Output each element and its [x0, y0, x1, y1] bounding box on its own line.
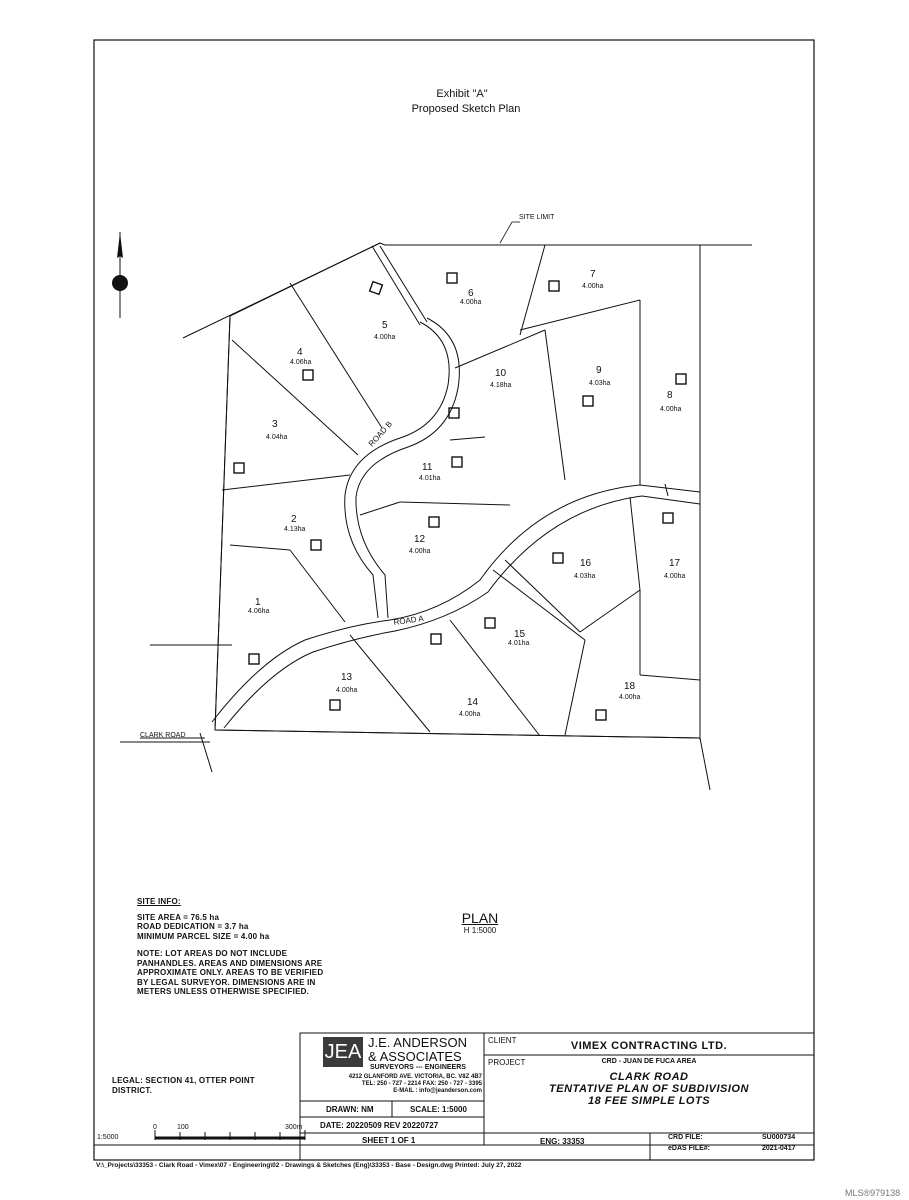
lot-14-area: 4.00ha: [459, 711, 481, 718]
scale-ratio: 1:5000: [97, 1134, 119, 1141]
project-area: CRD - JUAN DE FUCA AREA: [601, 1058, 697, 1065]
road-b-label: ROAD B: [366, 419, 395, 449]
project-line-3: 18 FEE SIMPLE LOTS: [587, 1095, 711, 1107]
clark-road-label: CLARK ROAD: [140, 732, 186, 739]
lot-7-number: 7: [590, 269, 596, 280]
lot-5-area: 4.00ha: [374, 334, 396, 341]
note-line-2: PANHANDLES. AREAS AND DIMENSIONS ARE: [137, 958, 323, 968]
lot-17-area: 4.00ha: [664, 573, 686, 580]
legal-description: [112, 1076, 302, 1095]
lot-10-area: 4.18ha: [490, 382, 512, 389]
note-line-1: NOTE: LOT AREAS DO NOT INCLUDE: [137, 949, 288, 958]
envelope-13: [330, 700, 340, 710]
lot-3-number: 3: [272, 419, 278, 430]
legal-line-2: DISTRICT.: [112, 1085, 153, 1095]
lot-8-area: 4.00ha: [660, 406, 682, 413]
lot-18-area: 4.00ha: [619, 694, 641, 701]
project-line-1: CLARK ROAD: [609, 1071, 689, 1083]
lot-8-number: 8: [667, 390, 673, 401]
lot-15-area: 4.01ha: [508, 640, 530, 647]
envelope-11: [452, 457, 462, 467]
envelope-4: [303, 370, 313, 380]
lot-1-area: 4.06ha: [248, 608, 270, 615]
site-limit-label: SITE LIMIT: [519, 214, 555, 221]
drawing-scale: SCALE: 1:5000: [410, 1105, 467, 1114]
note-line-4: BY LEGAL SURVEYOR. DIMENSIONS ARE IN: [137, 977, 316, 987]
firm-address-line-1: 4212 GLANFORD AVE. VICTORIA, BC. V8Z 4B7: [348, 1074, 482, 1080]
firm-address-line-2: TEL: 250 - 727 - 2214 FAX: 250 - 727 - 3395: [361, 1081, 482, 1087]
north-arrow-icon: [112, 232, 128, 318]
client-name: VIMEX CONTRACTING LTD.: [570, 1040, 728, 1052]
note-line-3: APPROXIMATE ONLY. AREAS TO BE VERIFIED: [137, 968, 324, 977]
site-limit-leader: [500, 214, 555, 243]
envelope-12: [429, 517, 439, 527]
project-line-2: TENTATIVE PLAN OF SUBDIVISION: [549, 1083, 749, 1095]
site-info: [137, 897, 347, 997]
lot-9-number: 9: [596, 365, 602, 376]
crd-file: SU000734: [762, 1134, 796, 1141]
file-path-footer: V:\_Projects\33353 - Clark Road - Vimex\07 - Engineering\02 - Drawings & Sketches (Eng)\33353 - Base - Design.dwg Printed: July 27, 2022: [96, 1162, 522, 1169]
plan-scale: H 1:5000: [463, 926, 497, 935]
lot-labels: [248, 269, 686, 718]
lot-18-number: 18: [624, 681, 636, 692]
envelope-15: [485, 618, 495, 628]
road-dedication: ROAD DEDICATION = 3.7 ha: [137, 922, 249, 931]
lot-16-number: 16: [580, 558, 592, 569]
edas-file-label: eDAS FILE#:: [668, 1145, 711, 1152]
lot-13-area: 4.00ha: [336, 687, 358, 694]
firm-tagline: SURVEYORS --- ENGINEERS: [370, 1064, 466, 1071]
project-title: [484, 1071, 814, 1107]
envelope-2: [311, 540, 321, 550]
scale-tick-0: 0: [153, 1124, 157, 1131]
building-envelopes: [234, 273, 686, 720]
envelope-18: [596, 710, 606, 720]
envelope-14: [431, 634, 441, 644]
scale-tick-100: 100: [177, 1124, 189, 1131]
lot-14-number: 14: [467, 697, 479, 708]
lot-11-area: 4.01ha: [419, 475, 441, 482]
header-title: Proposed Sketch Plan: [411, 103, 521, 115]
lot-12-area: 4.00ha: [409, 548, 431, 555]
firm-address-line-3: E-MAIL : info@jeanderson.com: [393, 1088, 482, 1094]
client-label: CLIENT: [488, 1036, 517, 1045]
mls-watermark: MLS®979138: [845, 1188, 901, 1198]
plan-title: PLAN: [461, 910, 499, 926]
firm-address: [304, 1074, 482, 1095]
jea-logo: JEA: [323, 1037, 363, 1067]
lot-16-area: 4.03ha: [574, 573, 596, 580]
lot-2-number: 2: [291, 514, 297, 525]
lot-5-number: 5: [382, 320, 388, 331]
eng-number: ENG: 33353: [540, 1137, 585, 1146]
envelope-3: [234, 463, 244, 473]
min-parcel-size: MINIMUM PARCEL SIZE = 4.00 ha: [137, 931, 270, 941]
lot-15-number: 15: [514, 629, 526, 640]
lot-17-number: 17: [669, 558, 681, 569]
envelope-6: [447, 273, 457, 283]
lot-6-number: 6: [468, 288, 474, 299]
lot-1-number: 1: [255, 597, 261, 608]
drawn-by: DRAWN: NM: [326, 1105, 374, 1114]
scale-tick-300: 300m: [285, 1124, 303, 1131]
firm-name-line-2: & ASSOCIATES: [368, 1049, 462, 1064]
crd-file-label: CRD FILE:: [668, 1134, 703, 1141]
lot-3-area: 4.04ha: [266, 434, 288, 441]
envelope-7: [549, 281, 559, 291]
lot-6-area: 4.00ha: [460, 299, 482, 306]
site-info-heading: SITE INFO:: [137, 897, 181, 906]
svg-text:N: N: [116, 280, 122, 289]
legal-line-1: LEGAL: SECTION 41, OTTER POINT: [112, 1076, 255, 1085]
envelope-1: [249, 654, 259, 664]
envelope-10: [449, 408, 459, 418]
header-exhibit: Exhibit "A": [436, 88, 488, 100]
lot-12-number: 12: [414, 534, 426, 545]
firm-name-line-1: J.E. ANDERSON: [368, 1035, 467, 1050]
scale-bar: [97, 1124, 305, 1141]
envelope-9: [583, 396, 593, 406]
firm-name: [368, 1036, 467, 1064]
lot-2-area: 4.13ha: [284, 526, 306, 533]
envelope-8: [676, 374, 686, 384]
road-a-label: ROAD A: [393, 613, 425, 627]
note-line-5: METERS UNLESS OTHERWISE SPECIFIED.: [137, 987, 310, 996]
sheet-number: SHEET 1 OF 1: [362, 1136, 416, 1145]
lot-9-area: 4.03ha: [589, 380, 611, 387]
lot-4-area: 4.06ha: [290, 359, 312, 366]
envelope-5: [370, 282, 383, 295]
site-area: SITE AREA = 76.5 ha: [137, 912, 220, 922]
drawing-date: DATE: 20220509 REV 20220727: [320, 1121, 439, 1130]
plan-label: [440, 910, 520, 935]
lot-7-area: 4.00ha: [582, 283, 604, 290]
lot-10-number: 10: [495, 368, 507, 379]
lot-11-number: 11: [422, 462, 433, 473]
project-label: PROJECT: [488, 1058, 526, 1067]
envelope-17: [663, 513, 673, 523]
edas-file: 2021-0417: [762, 1145, 796, 1152]
envelope-16: [553, 553, 563, 563]
lot-4-number: 4: [297, 347, 303, 358]
lot-13-number: 13: [341, 672, 353, 683]
